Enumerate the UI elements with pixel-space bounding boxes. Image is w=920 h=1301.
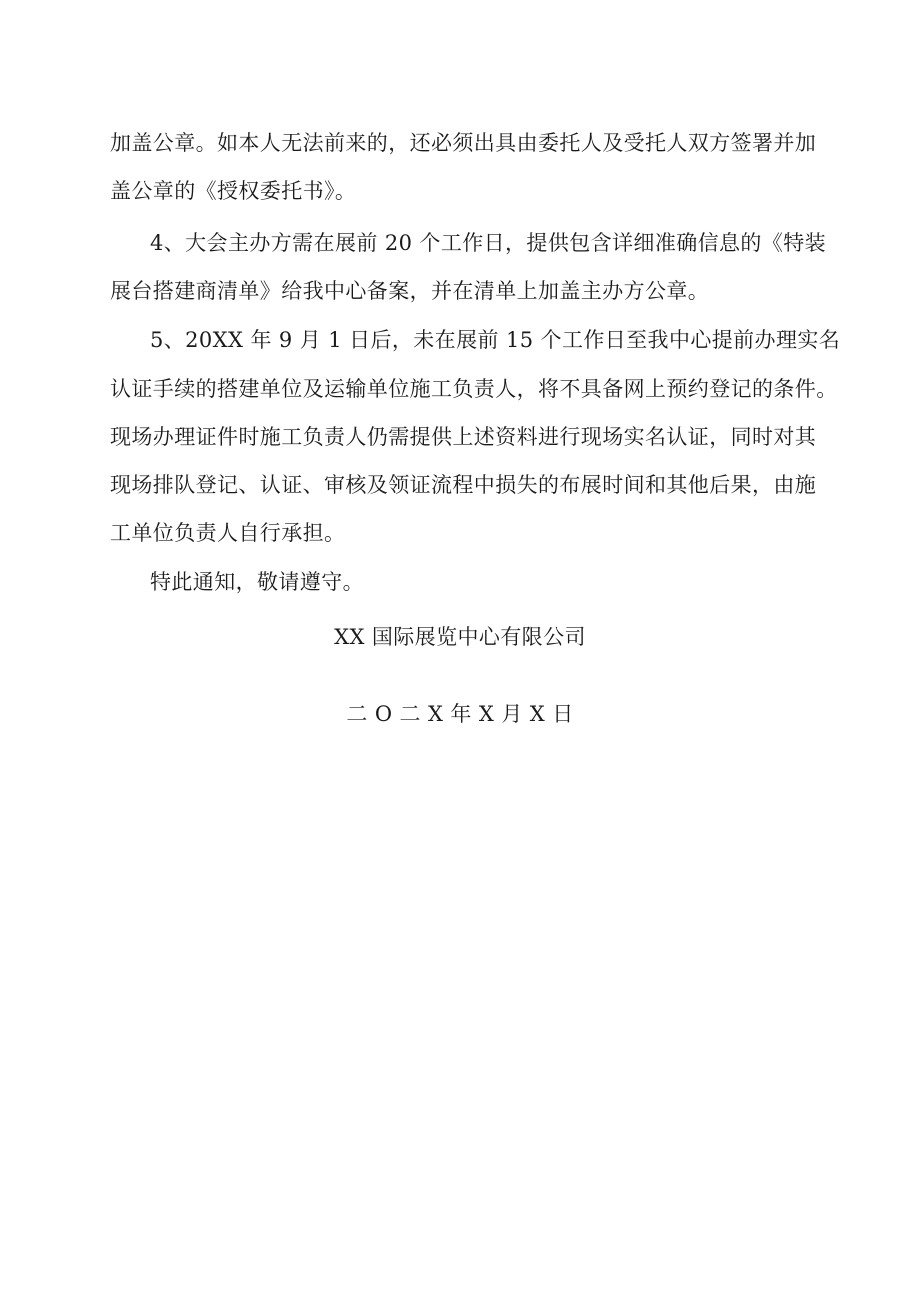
paragraph-line: 认证手续的搭建单位及运输单位施工负责人，将不具备网上预约登记的条件。 [110,377,838,401]
paragraph-line: 现场排队登记、认证、审核及领证流程中损失的布展时间和其他后果，由施 [110,473,817,497]
closing-line: 特此通知，敬请遵守。 [150,570,364,594]
paragraph-line: 加盖公章。如本人无法前来的，还必须出具由委托人及受托人双方签署并加 [110,131,817,155]
paragraph-line-item-4: 4、大会主办方需在展前 20 个工作日，提供包含详细准确信息的《特装 [150,231,827,255]
paragraph-line-item-5: 5、20XX 年 9 月 1 日后，未在展前 15 个工作日至我中心提前办理实名 [150,328,841,352]
paragraph-line: 展台搭建商清单》给我中心备案，并在清单上加盖主办方公章。 [110,279,710,303]
document-date: 二 O 二 X 年 X 月 X 日 [346,702,574,726]
company-name: XX 国际展览中心有限公司 [334,625,586,649]
paragraph-line: 现场办理证件时施工负责人仍需提供上述资料进行现场实名认证，同时对其 [110,425,817,449]
paragraph-line: 盖公章的《授权委托书》。 [110,179,357,203]
paragraph-line: 工单位负责人自行承担。 [110,521,346,545]
